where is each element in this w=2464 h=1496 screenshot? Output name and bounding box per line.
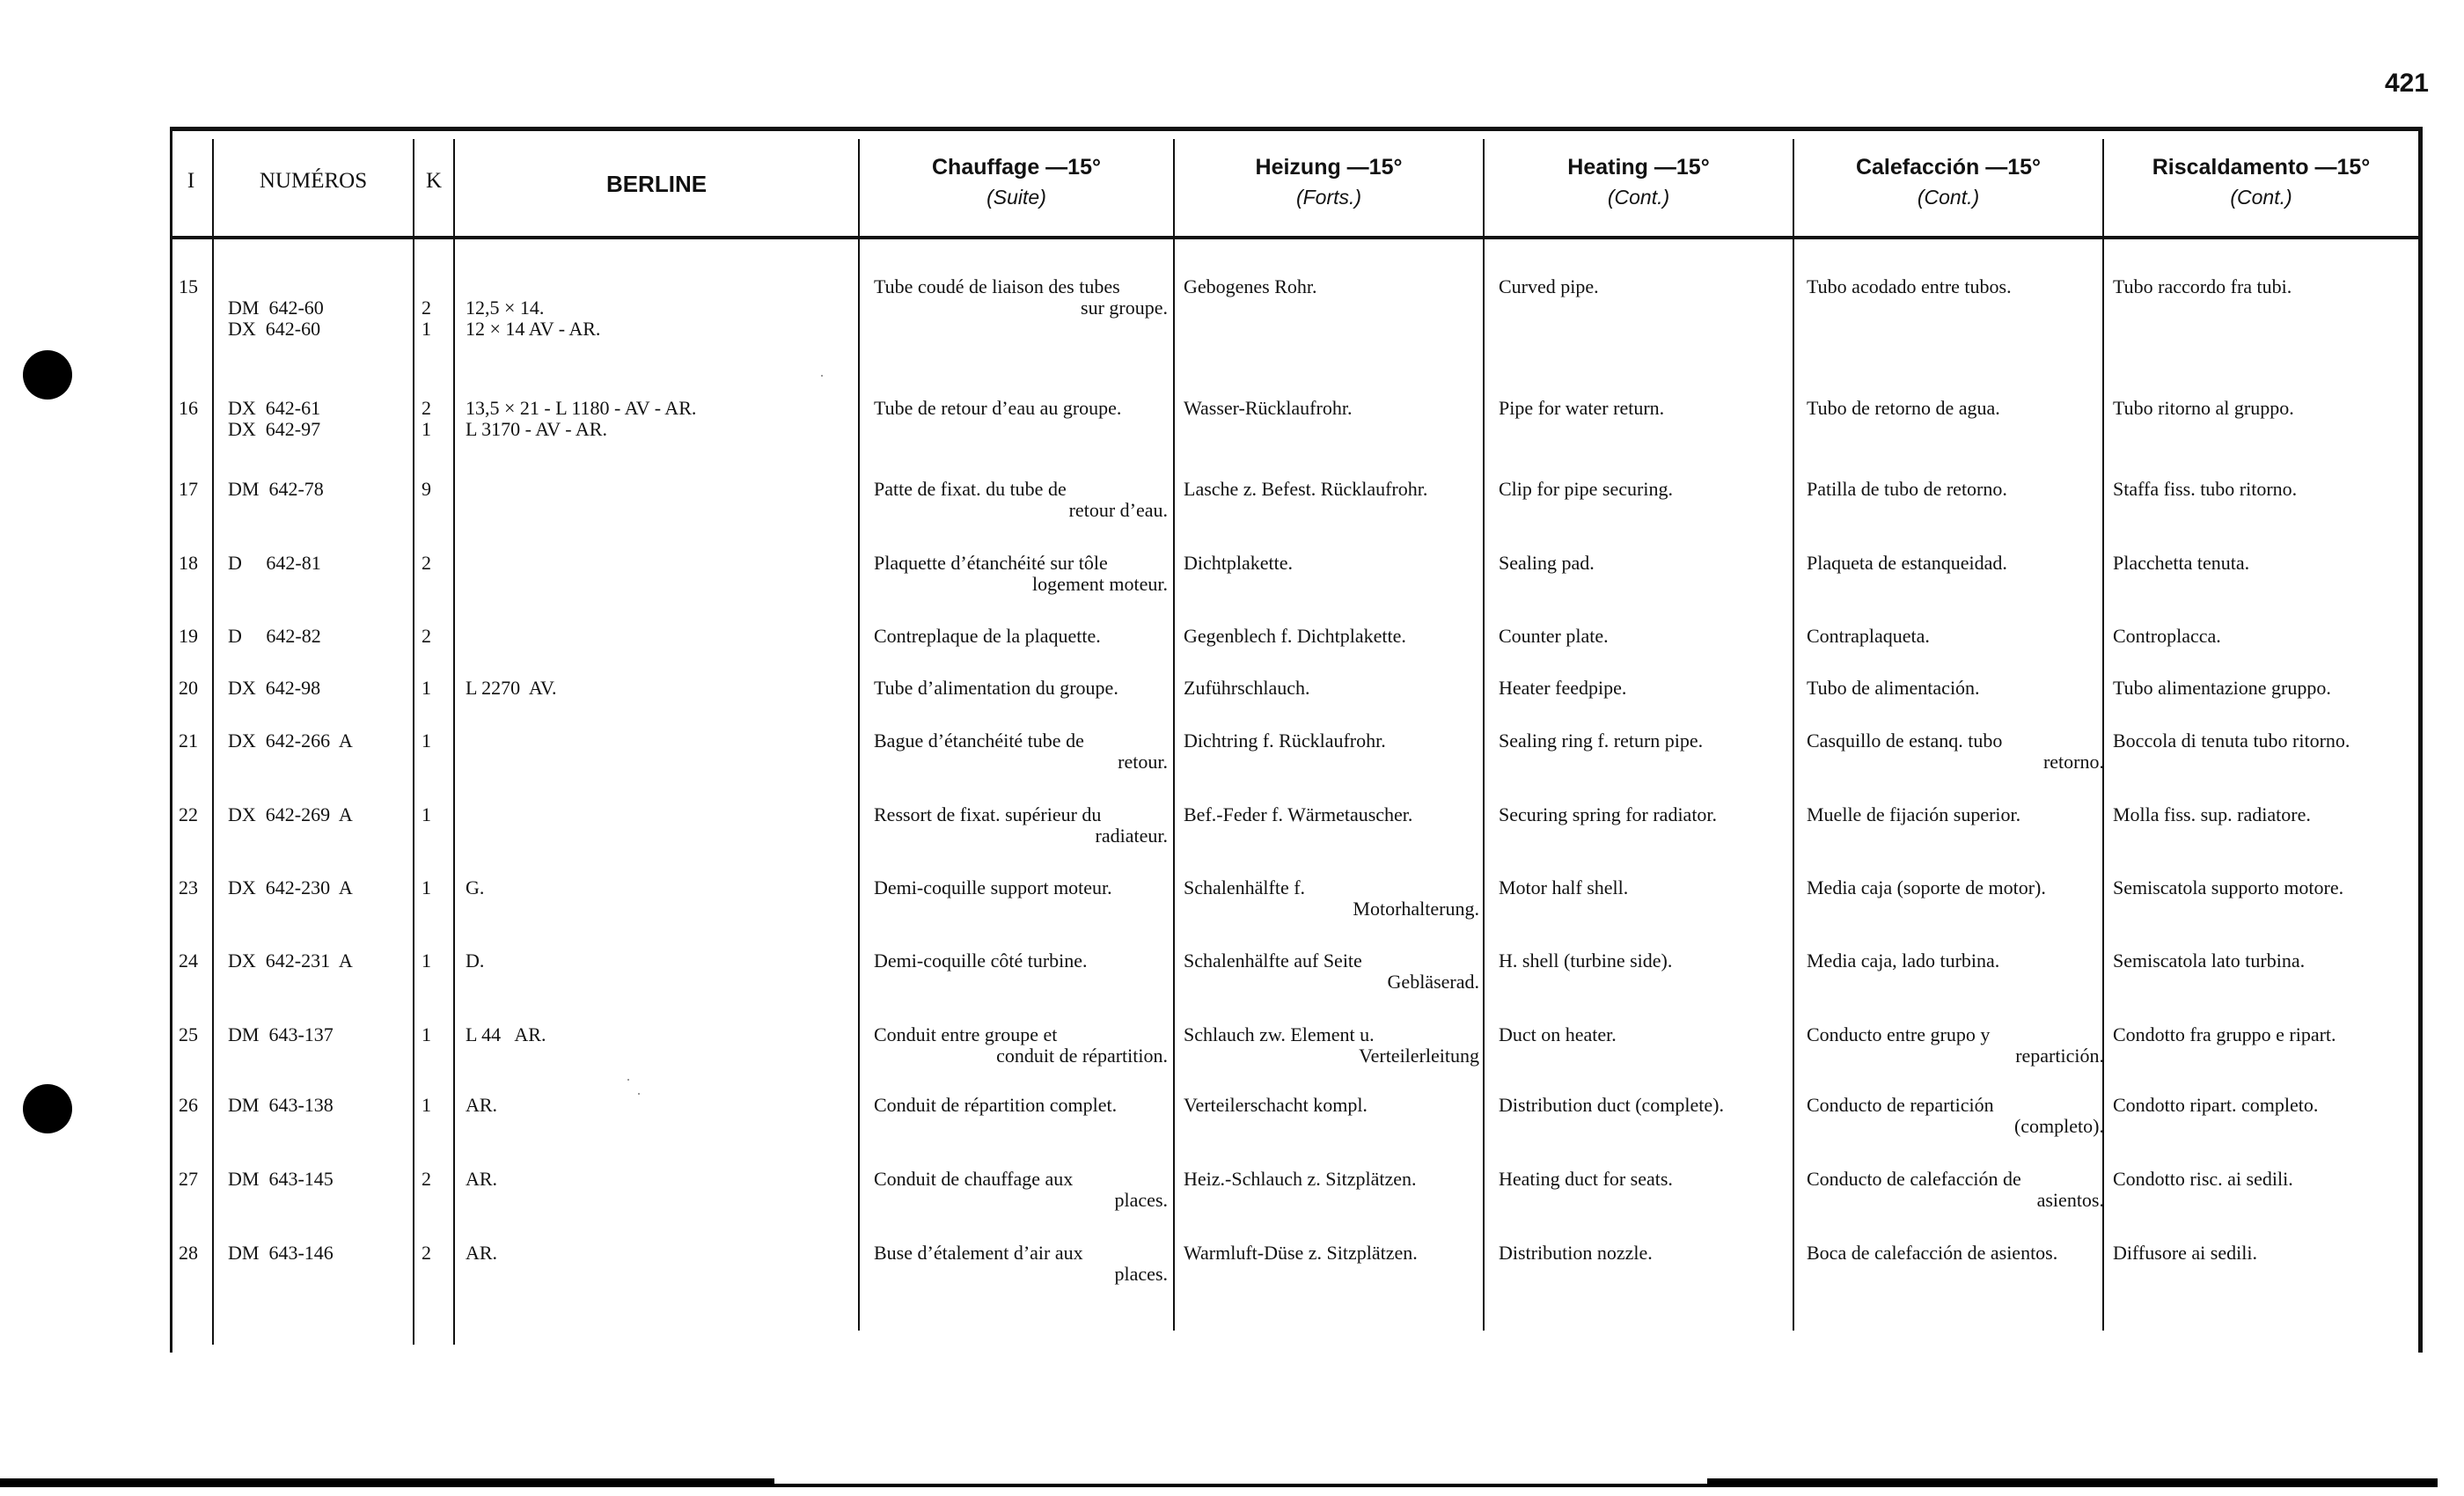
description-italian: Diffusore ai sedili. xyxy=(2113,1242,2257,1264)
description-spanish xyxy=(1807,626,2104,647)
description-english: Distribution duct (complete). xyxy=(1499,1094,1724,1116)
berline-spec: AR. xyxy=(466,1242,498,1264)
berline-spec: L 44 AR. xyxy=(466,1023,546,1045)
description-french-line1: Tube d’alimentation du groupe. xyxy=(874,677,1118,699)
quantity: 2 xyxy=(422,552,431,574)
description-german-line2: Verteilerleitung xyxy=(1359,1045,1479,1067)
description-german-line1: Wasser-Rücklaufrohr. xyxy=(1184,397,1353,419)
description-spanish xyxy=(1807,479,2104,500)
description-german xyxy=(1184,626,1479,647)
item-index: 19 xyxy=(179,625,198,647)
header-german xyxy=(1175,155,1483,209)
part-number: D 642-81 xyxy=(228,552,321,574)
item-index: 24 xyxy=(179,950,198,972)
header-berline: BERLINE xyxy=(605,171,708,197)
header-spanish-title: Calefacción —15° xyxy=(1855,155,2042,180)
description-german xyxy=(1184,804,1479,825)
part-number: DM 643-138 xyxy=(228,1094,334,1116)
description-french-line1: Conduit de chauffage aux xyxy=(874,1168,1074,1190)
item-index: 18 xyxy=(179,552,198,574)
description-spanish-line1: Patilla de tubo de retorno. xyxy=(1807,478,2007,500)
bottom-edge-left xyxy=(0,1478,774,1487)
col-sep-num xyxy=(413,139,414,1345)
description-german xyxy=(1184,730,1479,752)
description-english: Heater feedpipe. xyxy=(1499,677,1627,699)
description-french-line1: Demi-coquille côté turbine. xyxy=(874,950,1088,972)
col-sep-fr xyxy=(1173,139,1175,1331)
description-spanish-line1: Conducto entre grupo y xyxy=(1807,1023,1991,1045)
description-french-line2: logement moteur. xyxy=(1032,573,1168,595)
description-french-line1: Tube de retour d’eau au groupe. xyxy=(874,397,1122,419)
description-spanish-line1: Boca de calefacción de asientos. xyxy=(1807,1242,2058,1264)
description-french xyxy=(874,398,1168,419)
description-french xyxy=(874,276,1168,319)
header-numeros: NUMÉROS xyxy=(259,169,368,193)
col-sep-i xyxy=(212,139,214,1345)
quantity: 2 xyxy=(422,1242,431,1264)
description-spanish-line1: Casquillo de estanq. tubo xyxy=(1807,730,2003,752)
description-french-line1: Ressort de fixat. supérieur du xyxy=(874,803,1102,825)
description-german xyxy=(1184,1095,1479,1116)
description-french-line1: Buse d’étalement d’air aux xyxy=(874,1242,1083,1264)
berline-spec: G. xyxy=(466,876,485,898)
header-k: K xyxy=(425,169,443,193)
description-french xyxy=(874,553,1168,595)
header-english-subtitle: (Cont.) xyxy=(1607,186,1670,209)
item-index: 25 xyxy=(179,1023,198,1045)
description-german xyxy=(1184,950,1479,993)
description-german xyxy=(1184,553,1479,574)
quantity: 2 xyxy=(422,625,431,647)
description-italian: Staffa fiss. tubo ritorno. xyxy=(2113,478,2298,500)
description-german-line1: Schalenhälfte auf Seite xyxy=(1184,950,1362,972)
item-index: 17 xyxy=(179,478,198,500)
col-sep-k xyxy=(453,139,455,1345)
berline-spec: L 2270 AV. xyxy=(466,677,557,699)
description-german xyxy=(1184,678,1479,699)
description-german xyxy=(1184,398,1479,419)
description-french-line1: Bague d’étanchéité tube de xyxy=(874,730,1084,752)
description-spanish-line1: Conducto de calefacción de xyxy=(1807,1168,2021,1190)
part-number: D 642-82 xyxy=(228,625,321,647)
description-italian: Condotto fra gruppo e ripart. xyxy=(2113,1023,2336,1045)
description-german-line1: Lasche z. Befest. Rücklaufrohr. xyxy=(1184,478,1428,500)
description-spanish xyxy=(1807,553,2104,574)
description-spanish xyxy=(1807,877,2104,898)
description-french-line2: radiateur. xyxy=(1095,825,1168,847)
quantity: 2 xyxy=(422,1168,431,1190)
description-italian: Tubo alimentazione gruppo. xyxy=(2113,677,2331,699)
quantity: 1 xyxy=(422,876,431,898)
description-english: Sealing pad. xyxy=(1499,552,1595,574)
berline-spec: AR. xyxy=(466,1094,498,1116)
part-number: DM 643-146 xyxy=(228,1242,334,1264)
quantity: 1 xyxy=(422,803,431,825)
description-spanish-line1: Contraplaqueta. xyxy=(1807,625,1930,647)
description-spanish xyxy=(1807,730,2104,773)
berline-spec: 12,5 × 14. 12 × 14 AV - AR. xyxy=(466,297,601,340)
description-italian: Boccola di tenuta tubo ritorno. xyxy=(2113,730,2350,752)
description-french xyxy=(874,626,1168,647)
description-french xyxy=(874,1095,1168,1116)
description-italian: Semiscatola supporto motore. xyxy=(2113,876,2344,898)
description-english: Duct on heater. xyxy=(1499,1023,1617,1045)
description-spanish-line2: asientos. xyxy=(2036,1189,2104,1211)
part-number: DX 642-230 A xyxy=(228,876,353,898)
page-number: 421 xyxy=(2384,69,2429,98)
description-french-line1: Conduit de répartition complet. xyxy=(874,1094,1118,1116)
scan-speck xyxy=(821,375,823,377)
part-number: DX 642-231 A xyxy=(228,950,353,972)
description-spanish-line2: (completo). xyxy=(2013,1115,2104,1137)
description-german-line1: Gegenblech f. Dichtplakette. xyxy=(1184,625,1406,647)
description-french-line2: conduit de répartition. xyxy=(996,1045,1168,1067)
description-spanish xyxy=(1807,678,2104,699)
description-english: Pipe for water return. xyxy=(1499,397,1665,419)
col-sep-de xyxy=(1483,139,1485,1331)
description-spanish-line1: Tubo de retorno de agua. xyxy=(1807,397,2000,419)
scan-speck xyxy=(627,1079,629,1081)
description-german xyxy=(1184,276,1479,297)
description-german-line2: Gebläserad. xyxy=(1387,971,1479,993)
description-french-line1: Conduit entre groupe et xyxy=(874,1023,1058,1045)
table-left-border xyxy=(170,127,172,1353)
description-english: Distribution nozzle. xyxy=(1499,1242,1653,1264)
description-english: Heating duct for seats. xyxy=(1499,1168,1673,1190)
item-index: 28 xyxy=(179,1242,198,1264)
part-number: DM 642-60 DX 642-60 xyxy=(228,297,324,340)
description-german-line1: Dichtring f. Rücklaufrohr. xyxy=(1184,730,1386,752)
description-german xyxy=(1184,1024,1479,1067)
scan-speck xyxy=(638,1093,640,1095)
description-french xyxy=(874,804,1168,847)
part-number: DM 643-137 xyxy=(228,1023,334,1045)
description-german-line1: Dichtplakette. xyxy=(1184,552,1294,574)
item-index: 26 xyxy=(179,1094,198,1116)
description-french-line2: sur groupe. xyxy=(1081,297,1168,319)
table-top-border xyxy=(170,127,2423,131)
bottom-edge-right xyxy=(1707,1478,2438,1487)
description-italian: Semiscatola lato turbina. xyxy=(2113,950,2306,972)
item-index: 21 xyxy=(179,730,198,752)
quantity: 1 xyxy=(422,677,431,699)
description-german-line1: Heiz.-Schlauch z. Sitzplätzen. xyxy=(1184,1168,1417,1190)
description-italian: Tubo ritorno al gruppo. xyxy=(2113,397,2294,419)
description-german-line1: Verteilerschacht kompl. xyxy=(1184,1094,1368,1116)
description-italian: Placchetta tenuta. xyxy=(2113,552,2250,574)
quantity: 1 xyxy=(422,1023,431,1045)
quantity: 2 1 xyxy=(422,297,431,340)
description-spanish-line2: repartición. xyxy=(2015,1045,2104,1067)
description-spanish xyxy=(1807,1243,2104,1264)
description-spanish xyxy=(1807,1169,2104,1211)
description-french-line1: Demi-coquille support moteur. xyxy=(874,876,1112,898)
description-spanish xyxy=(1807,398,2104,419)
description-spanish xyxy=(1807,804,2104,825)
header-french-subtitle: (Suite) xyxy=(986,186,1046,209)
punch-hole-top xyxy=(23,350,72,400)
description-german-line2: Motorhalterung. xyxy=(1353,898,1479,920)
description-italian: Condotto risc. ai sedili. xyxy=(2113,1168,2293,1190)
parts-table xyxy=(170,127,2423,1353)
header-i: I xyxy=(187,169,195,193)
part-number: DX 642-269 A xyxy=(228,803,353,825)
description-spanish xyxy=(1807,1095,2104,1137)
description-english: Curved pipe. xyxy=(1499,275,1599,297)
berline-spec: D. xyxy=(466,950,485,972)
header-french xyxy=(860,155,1173,209)
header-italian xyxy=(2104,155,2418,209)
quantity: 2 1 xyxy=(422,397,431,440)
header-italian-subtitle: (Cont.) xyxy=(2230,186,2292,209)
description-spanish-line1: Media caja (soporte de motor). xyxy=(1807,876,2046,898)
header-italian-title: Riscaldamento —15° xyxy=(2152,155,2371,180)
description-french-line1: Contreplaque de la plaquette. xyxy=(874,625,1101,647)
item-index: 20 xyxy=(179,677,198,699)
description-french xyxy=(874,1243,1168,1285)
col-sep-berline xyxy=(858,139,860,1331)
berline-spec: AR. xyxy=(466,1168,498,1190)
description-german xyxy=(1184,479,1479,500)
description-french xyxy=(874,730,1168,773)
quantity: 1 xyxy=(422,1094,431,1116)
description-french-line2: places. xyxy=(1114,1263,1168,1285)
description-italian: Molla fiss. sup. radiatore. xyxy=(2113,803,2311,825)
description-english: Sealing ring f. return pipe. xyxy=(1499,730,1704,752)
part-number: DX 642-61 DX 642-97 xyxy=(228,397,321,440)
description-spanish-line1: Plaqueta de estanqueidad. xyxy=(1807,552,2007,574)
item-index: 15 xyxy=(179,275,198,297)
description-french-line2: retour. xyxy=(1118,751,1168,773)
description-german-line1: Zuführschlauch. xyxy=(1184,677,1310,699)
description-german-line1: Schalenhälfte f. xyxy=(1184,876,1306,898)
description-german xyxy=(1184,877,1479,920)
header-spanish xyxy=(1794,155,2102,209)
description-german xyxy=(1184,1169,1479,1190)
description-english: H. shell (turbine side). xyxy=(1499,950,1673,972)
berline-spec: 13,5 × 21 - L 1180 - AV - AR. L 3170 - AV - AR. xyxy=(466,397,697,440)
description-italian: Condotto ripart. completo. xyxy=(2113,1094,2319,1116)
description-german-line1: Gebogenes Rohr. xyxy=(1184,275,1317,297)
description-french xyxy=(874,1169,1168,1211)
part-number: DM 643-145 xyxy=(228,1168,334,1190)
item-index: 27 xyxy=(179,1168,198,1190)
description-german-line1: Warmluft-Düse z. Sitzplätzen. xyxy=(1184,1242,1418,1264)
item-index: 16 xyxy=(179,397,198,419)
description-french xyxy=(874,678,1168,699)
description-german xyxy=(1184,1243,1479,1264)
header-separator xyxy=(170,236,2423,239)
description-french-line1: Patte de fixat. du tube de xyxy=(874,478,1067,500)
description-french xyxy=(874,950,1168,972)
item-index: 23 xyxy=(179,876,198,898)
header-spanish-subtitle: (Cont.) xyxy=(1917,186,1980,209)
description-spanish xyxy=(1807,276,2104,297)
description-italian: Controplacca. xyxy=(2113,625,2221,647)
description-german-line1: Bef.-Feder f. Wärmetauscher. xyxy=(1184,803,1413,825)
part-number: DX 642-98 xyxy=(228,677,321,699)
item-index: 22 xyxy=(179,803,198,825)
description-spanish xyxy=(1807,1024,2104,1067)
description-spanish-line1: Tubo acodado entre tubos. xyxy=(1807,275,2012,297)
description-french-line2: places. xyxy=(1114,1189,1168,1211)
description-french xyxy=(874,479,1168,521)
bottom-edge-middle xyxy=(774,1484,1707,1487)
description-english: Counter plate. xyxy=(1499,625,1609,647)
description-french-line2: retour d’eau. xyxy=(1068,499,1168,521)
description-english: Motor half shell. xyxy=(1499,876,1629,898)
description-italian: Tubo raccordo fra tubi. xyxy=(2113,275,2292,297)
description-spanish-line1: Media caja, lado turbina. xyxy=(1807,950,2000,972)
header-german-title: Heizung —15° xyxy=(1255,155,1403,180)
header-french-title: Chauffage —15° xyxy=(932,155,1101,180)
description-spanish-line2: retorno. xyxy=(2042,751,2104,773)
description-spanish-line1: Conducto de repartición xyxy=(1807,1094,1994,1116)
description-french-line1: Plaquette d’étanchéité sur tôle xyxy=(874,552,1108,574)
quantity: 1 xyxy=(422,950,431,972)
header-english-title: Heating —15° xyxy=(1567,155,1710,180)
description-spanish-line1: Muelle de fijación superior. xyxy=(1807,803,2021,825)
part-number: DM 642-78 xyxy=(228,478,324,500)
quantity: 1 xyxy=(422,730,431,752)
part-number: DX 642-266 A xyxy=(228,730,353,752)
description-french-line1: Tube coudé de liaison des tubes xyxy=(874,275,1120,297)
header-german-subtitle: (Forts.) xyxy=(1295,186,1362,209)
header-english xyxy=(1485,155,1793,209)
description-english: Securing spring for radiator. xyxy=(1499,803,1718,825)
punch-hole-bottom xyxy=(23,1084,72,1133)
description-french xyxy=(874,877,1168,898)
description-spanish xyxy=(1807,950,2104,972)
description-english: Clip for pipe securing. xyxy=(1499,478,1673,500)
quantity: 9 xyxy=(422,478,431,500)
description-spanish-line1: Tubo de alimentación. xyxy=(1807,677,1980,699)
description-french xyxy=(874,1024,1168,1067)
description-german-line1: Schlauch zw. Element u. xyxy=(1184,1023,1375,1045)
